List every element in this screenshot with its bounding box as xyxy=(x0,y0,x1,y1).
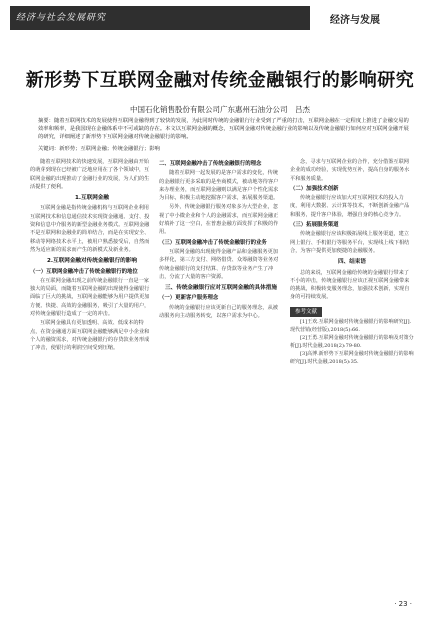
section-heading: 1.互联网金融 xyxy=(75,195,109,202)
subsection-heading: （三）互联网金融冲击了传统金融银行的业务 xyxy=(159,239,267,246)
paragraph: 随着互联网一起发展的是客户需求的变化，传统的金融银行更多采取的是坐商模式，被动地等待客户来办理业务，而互联网金融则以满足客户个性化需求为目标，积极主动地挖掘客户需求，拓展服务渠道。 xyxy=(159,170,279,202)
paragraph: 互联网金融的出现使得金融产品和金融服务更加多样化，第三方支付、网络借贷、众筹融资等业务对传统金融银行的支付结算、存贷款等业务产生了冲击，分流了大量的客户资源。 xyxy=(159,248,279,280)
section-heading: 三、传统金融银行应对互联网金融的具体措施 xyxy=(165,285,277,292)
column-2 xyxy=(159,158,283,321)
paragraph: 传统的金融银行应该更新自己的服务理念，从被动服务向主动服务转变，以客户需求为中心。 xyxy=(159,304,278,320)
article-abstract: 摘要：随着互联网技术的发展使得互联网金融得到了较快的发展，为此同时传统的金融银行行业受到了严重的打击，互联网金融在一定程度上推进了金融交易的效率和频率，是我国现在金融体系中不可或缺的存在。本文以互联网金融的概念，互联网金融对传统金融行业的影响以及传统金融银行如何应对互联网金融开展的研究，详细阐述了新形势下互联网金融对传统金融银行的影响。 xyxy=(38,118,409,141)
paragraph: 互联网金融具有更加透明、高效、低成本的特点，在资金融通方面互联网金融能够满足中小企业和个人的融资需求，对传统金融银行的存贷款业务形成了冲击，使银行的利润空间受到压缩。 xyxy=(30,320,150,352)
paragraph: 传统金融银行应该加大对互联网技术的投入力度，利用大数据、云计算等技术，不断创新金融产品和服务，提升客户体验，增强自身的核心竞争力。 xyxy=(290,195,410,218)
subsection-heading: （一）更新客户服务理念 xyxy=(159,295,219,302)
subsection-heading: （二）加强技术创新 xyxy=(290,185,339,192)
reference-item: [1]王欢.互联网金融对传统金融银行的影响研究[J].现代营销(经营版),2018(5):66. xyxy=(290,319,412,333)
column-1 xyxy=(30,158,154,354)
paragraph: 传统金融银行应该积极拓展线上服务渠道，建立网上银行、手机银行等服务平台，实现线上线下相结合，为客户提供更加便捷的金融服务。 xyxy=(290,231,410,254)
paragraph: 念，寻求与互联网企业的合作，充分借鉴互联网企业的成功经验，实现优势互补，提高自身的服务水平和服务质量。 xyxy=(290,159,410,182)
article-author: 中国石化销售股份有限公司广东惠州石油分公司 吕杰 xyxy=(130,105,310,114)
subsection-heading: （三）拓展服务渠道 xyxy=(290,222,339,229)
column-3 xyxy=(290,158,414,368)
section-label: 经济与发展 xyxy=(330,15,380,26)
reference-item: [3]高博.新形势下互联网金融对传统金融银行的影响研究[J].时代金融,2018(5):35. xyxy=(290,351,414,366)
paragraph: 互联网金融是指传统金融机构与互联网企业利用互联网技术和信息通信技术实现资金融通、支付、投资和信息中介服务的新型金融业务模式。互联网金融不是互联网和金融业的简单结合，而是在实现安全、移动等网络技术水平上，被用户熟悉接受后，自然而然为适应新的需求而产生的新模式及新业务。 xyxy=(30,205,150,253)
article-title: 新形势下互联网金融对传统金融银行的影响研究 xyxy=(25,70,415,91)
reference-item: [2]王勇.互联网金融对传统金融银行的影响及对策分析[J].时代金融,2018(2):79-80. xyxy=(290,335,414,349)
journal-name: 经济与社会发展研究 xyxy=(16,13,107,23)
page-header xyxy=(0,0,440,34)
references-heading: 参考文献 xyxy=(290,307,322,317)
paragraph: 另外，传统金融银行服务对象多为大型企业，忽视了中小微企业和个人的金融需求，而互联网金融正好填补了这一空白，在普惠金融方面发挥了积极的作用。 xyxy=(159,204,279,236)
section-heading: 四、结束语 xyxy=(338,259,366,266)
paragraph: 总的来说，互联网金融给传统的金融银行带来了不小的冲击，传统金融银行应该正视互联网金融带来的挑战，积极转变服务理念，加强技术创新，实现自身的可持续发展。 xyxy=(290,269,410,301)
subsection-heading: 二、互联网金融冲击了传统金融银行的理念 xyxy=(159,161,262,167)
paragraph: 随着互联网技术的快速发展，互联网金融由开始的萌芽到现在已经被广泛地应用在了各个领域中，互联网金融的出现推动了金融行业的发展，为人们的生活提供了便利。 xyxy=(30,159,150,190)
section-heading: 2.互联网金融对传统金融银行的影响 xyxy=(47,258,137,265)
article-keywords: 关键词：新形势；互联网金融；传统金融银行；影响 xyxy=(38,146,160,152)
page-number: · 23 · xyxy=(394,600,412,608)
paragraph: 在互联网金融出现之前传统金融银行一直是一家独大的局面，而随着互联网金融的出现使得金融银行面临了巨大的挑战，互联网金融能够为用户提供更加方便、快捷、高效的金融服务，吸引了大量的用户，对传统金融银行造成了一定的冲击。 xyxy=(30,277,150,318)
subsection-heading: （一）互联网金融冲击了传统金融银行的地位 xyxy=(30,268,138,275)
